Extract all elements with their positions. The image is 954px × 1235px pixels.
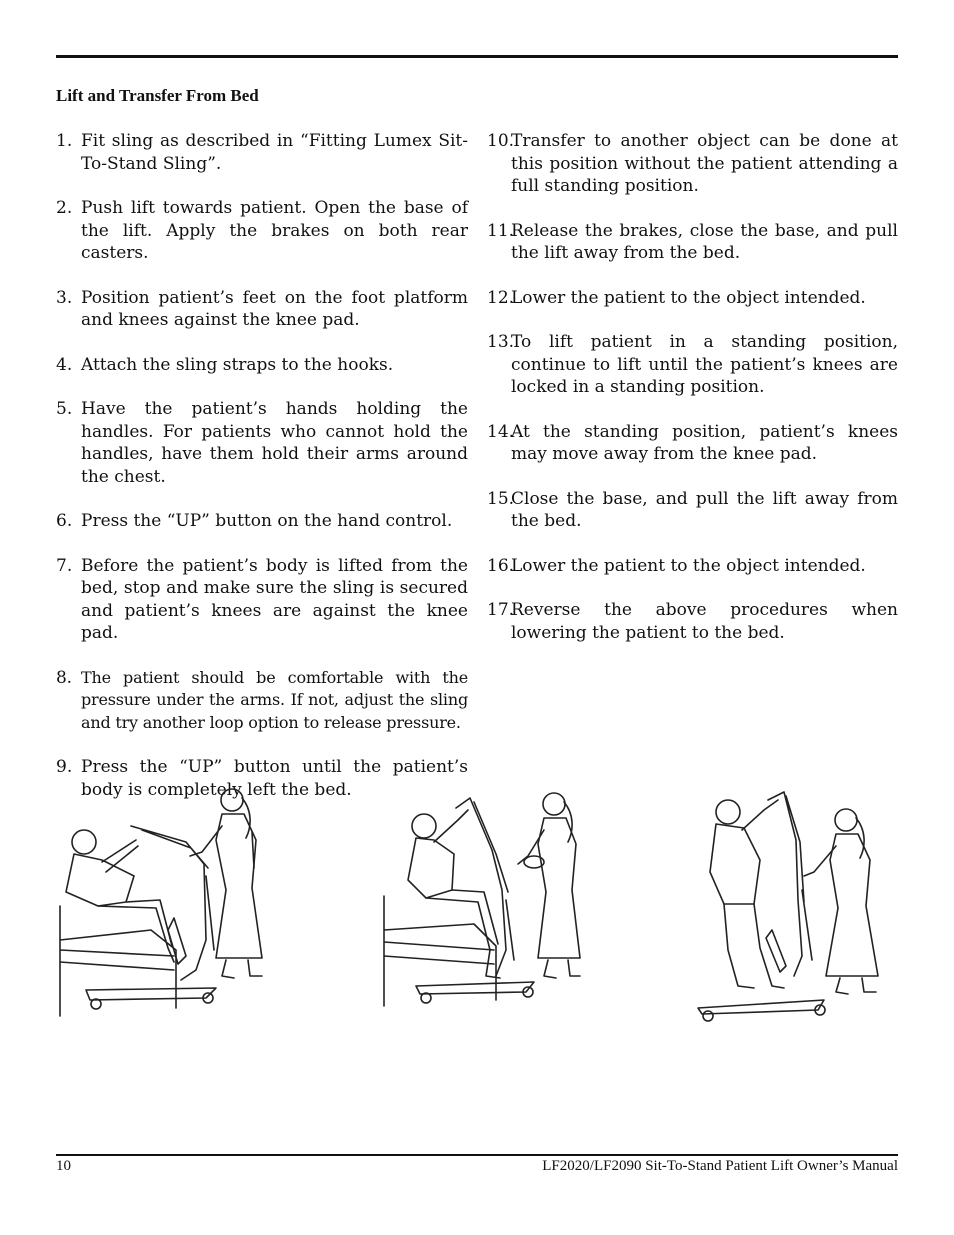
steps-column-right xyxy=(487,130,898,644)
patient-figure xyxy=(710,800,784,988)
bed xyxy=(384,896,496,1006)
caregiver-figure xyxy=(518,793,580,978)
step-number: 8. xyxy=(56,667,72,688)
step-number: 13. xyxy=(487,332,515,352)
step-number: 4. xyxy=(56,354,73,375)
step-text: Release the brakes, close the base, and pull the lift away from the bed. xyxy=(511,220,898,263)
step-text: Transfer to another object can be done at this position without the patient attending a full standing position. xyxy=(511,131,898,196)
step-number: 6. xyxy=(56,511,73,531)
step-text: The patient should be comfortable with the pressure under the arms. If not, adjust the sling and try another loop option to release pressure. xyxy=(81,667,468,732)
step-item xyxy=(56,130,468,175)
step-number: 2. xyxy=(56,198,73,218)
step-text: Before the patient’s body is lifted from the bed, stop and make sure the sling is secured and patient’s knees are against the knee pad. xyxy=(81,555,468,643)
step-number: 9. xyxy=(56,757,73,777)
step-number: 16. xyxy=(487,555,515,576)
steps-column-left xyxy=(56,130,468,801)
step-text: Reverse the above procedures when lowering the patient to the bed. xyxy=(511,600,898,643)
footer-rule xyxy=(56,1154,898,1156)
step-item xyxy=(487,599,898,644)
caregiver-figure xyxy=(804,809,878,994)
step-text: Have the patient’s hands holding the handles. For patients who cannot hold the handles, have them hold their arms around the chest. xyxy=(81,399,468,487)
step-item xyxy=(487,555,898,578)
section-heading: Lift and Transfer From Bed xyxy=(56,86,259,105)
step-text: Position patient’s feet on the foot platform and knees against the knee pad. xyxy=(81,287,468,330)
step-text: Lower the patient to the object intended. xyxy=(511,287,866,308)
step-number: 15. xyxy=(487,488,515,509)
step-text: Press the “UP” button on the hand control. xyxy=(81,511,453,531)
patient-standing-lift-illustration xyxy=(694,780,886,1022)
step-number: 1. xyxy=(56,131,73,151)
header-rule xyxy=(56,55,898,58)
step-text: Close the base, and pull the lift away from the bed. xyxy=(511,488,898,531)
lift-frame xyxy=(698,792,825,1021)
step-text: At the standing position, patient’s knees may move away from the knee pad. xyxy=(511,421,898,464)
manual-title: LF2020/LF2090 Sit-To-Stand Patient Lift Owner’s Manual xyxy=(542,1158,898,1174)
step-item xyxy=(487,130,898,198)
step-item xyxy=(487,220,898,265)
step-text: Fit sling as described in “Fitting Lumex Sit-To-Stand Sling”. xyxy=(81,131,468,174)
caregiver-figure xyxy=(190,789,262,978)
step-text: To lift patient in a standing position, continue to lift until the patient’s knees are locked in a standing position. xyxy=(511,332,898,397)
step-text: Push lift towards patient. Open the base of the lift. Apply the brakes on both rear casters. xyxy=(81,198,468,263)
step-text: Press the “UP” button until the patient’s body is completely left the bed. xyxy=(81,757,468,800)
step-number: 17. xyxy=(487,600,515,620)
step-item xyxy=(56,287,468,332)
step-number: 7. xyxy=(56,555,73,576)
step-item xyxy=(56,354,468,377)
step-number: 10. xyxy=(487,131,515,151)
step-item xyxy=(487,287,898,310)
step-item xyxy=(56,510,468,533)
step-item xyxy=(487,331,898,399)
step-item xyxy=(56,197,468,265)
patient-rising-lift-illustration xyxy=(378,780,584,1022)
page-number: 10 xyxy=(56,1158,71,1174)
step-number: 12. xyxy=(487,287,515,308)
step-number: 11. xyxy=(487,220,515,241)
patient-figure xyxy=(66,830,174,962)
step-number: 5. xyxy=(56,399,73,419)
step-text: Lower the patient to the object intended. xyxy=(511,555,866,576)
step-item xyxy=(487,421,898,466)
step-item xyxy=(56,555,468,645)
step-item xyxy=(487,488,898,533)
patient-seated-lift-illustration xyxy=(56,780,276,1022)
step-item xyxy=(56,667,468,735)
step-text: Attach the sling straps to the hooks. xyxy=(81,354,394,375)
step-number: 3. xyxy=(56,287,73,308)
step-number: 14. xyxy=(487,421,515,442)
step-item xyxy=(56,398,468,488)
